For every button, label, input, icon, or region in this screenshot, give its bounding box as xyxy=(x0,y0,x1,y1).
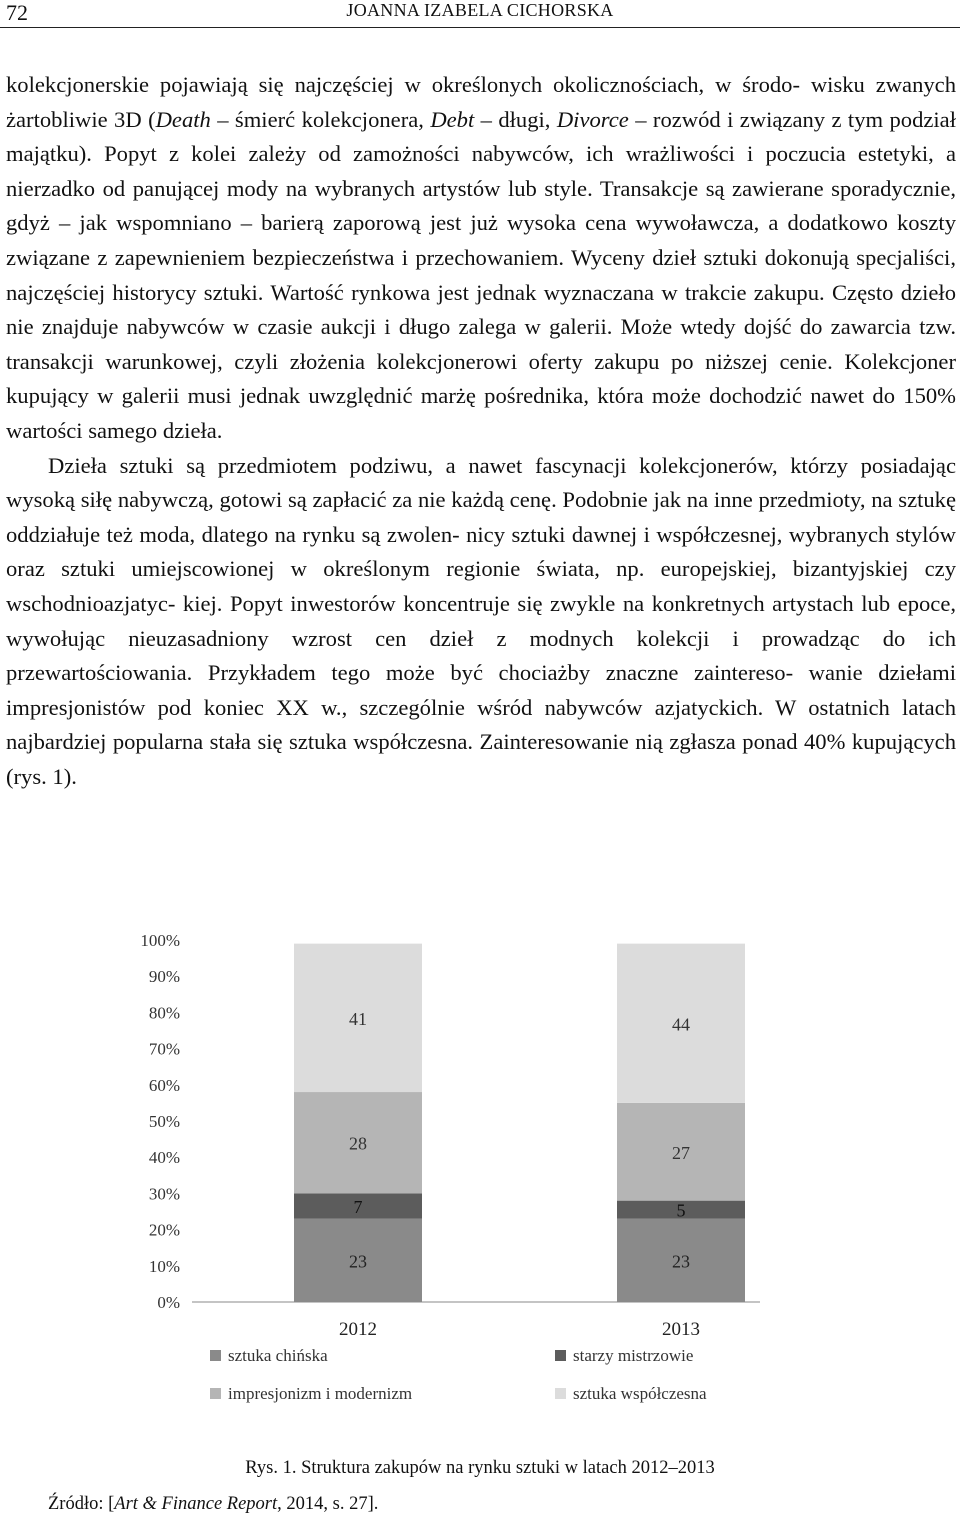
legend-swatch xyxy=(555,1350,566,1361)
data-label: 5 xyxy=(676,1200,686,1221)
figure-chart xyxy=(100,915,800,1415)
p1-text-1: kolekcjonerskie pojawiają się najczęściej w określonych okolicznościach, w środo- wisku zwanych żartobliwie 3D ( xyxy=(6,72,956,132)
y-tick-label: 80% xyxy=(148,1003,180,1023)
stacked-bar-chart xyxy=(100,915,800,1415)
source-title: Art & Finance Report xyxy=(114,1494,278,1514)
figure-source xyxy=(48,1494,378,1515)
y-tick-label: 90% xyxy=(148,967,180,987)
legend-label: starzy mistrzowie xyxy=(573,1346,694,1365)
y-tick-label: 50% xyxy=(148,1112,180,1131)
y-tick-label: 70% xyxy=(148,1039,180,1059)
y-tick-label: 100% xyxy=(140,931,180,950)
paragraph-1 xyxy=(6,68,956,449)
legend-swatch xyxy=(210,1388,221,1399)
data-label: 27 xyxy=(672,1142,690,1163)
y-tick-label: 60% xyxy=(148,1075,180,1095)
source-suffix: , 2014, s. 27]. xyxy=(277,1494,379,1514)
y-tick-label: 10% xyxy=(148,1256,180,1276)
body-text xyxy=(6,68,956,794)
legend-swatch xyxy=(555,1388,566,1399)
legend-label: sztuka chińska xyxy=(228,1346,328,1365)
x-tick-label: 2012 xyxy=(339,1319,377,1340)
term-divorce: Divorce xyxy=(556,106,629,132)
data-label: 44 xyxy=(672,1014,690,1035)
y-tick-label: 40% xyxy=(148,1148,180,1168)
page-number: 72 xyxy=(6,0,28,25)
term-death: Death xyxy=(155,106,211,132)
legend-label: impresjonizm i modernizm xyxy=(228,1384,413,1403)
y-tick-label: 20% xyxy=(148,1220,180,1240)
data-label: 23 xyxy=(672,1251,690,1272)
data-label: 7 xyxy=(353,1197,363,1218)
p1-text-2: – śmierć kolekcjonera, xyxy=(210,106,431,132)
running-head: JOANNA IZABELA CICHORSKA xyxy=(346,0,614,20)
x-tick-label: 2013 xyxy=(662,1319,700,1340)
paragraph-2: Dzieła sztuki są przedmiotem podziwu, a nawet fascynacji kolekcjonerów, którzy posiadając wysoką siłę nabywczą, gotowi są zapłacić za nie każdą cenę. Podobnie jak na inne przedmioty, na sztukę oddziałuje też moda, dlatego na rynku są zwolen- nicy sztuki dawnej i współczesnej, wybranych stylów oraz sztuki umiejscowionej w określonym regionie świata, np. europejskiej, bizantyjskiej czy wschodnioazjatyc- kiej. Popyt inwestorów koncentruje się zwykle na konkretnych artystach lub epoce, wywołując nieuzasadniony wzrost cen dzieł z modnych kolekcji i prowadząc do ich przewartościowania. Przykładem tego może być chociażby znaczne zaintereso- wanie dziełami impresjonistów pod koniec XX w., szczególnie wśród nabywców azjatyckich. W ostatnich latach najbardziej popularna stała się sztuka współczesna. Zainteresowanie nią zgłasza ponad 40% kupujących (rys. 1). xyxy=(6,452,956,789)
p1-text-4: – rozwód i związany z tym podział majątku). Popyt z kolei zależy od zamożności nabywców, ich wrażliwości i poczucia estetyki, a nierzadko od panującej mody na wybranych artystów lub style. Transakcje są zawierane sporadycznie, gdyż – jak wspomniano – barierą zaporową jest już wysoka cena wywoławcza, a dodatkowo koszty związane z zapewnieniem bezpieczeństwa i przechowaniem. Wyceny dzieł sztuki dokonują specjaliści, najczęściej historycy sztuki. Wartość rynkowa jest jednak wyznaczana w trakcie zakupu. Często dzieło nie znajduje nabywców w czasie aukcji i długo zalega w galerii. Może wtedy dojść do zawarcia tzw. transakcji warunkowej, czyli złożenia kolekcjonerowi oferty zakupu po niższej cenie. Kolekcjoner kupujący w galerii musi jednak uwzględnić marżę pośrednika, która może dochodzić nawet do 150% wartości samego dzieła. xyxy=(6,106,956,443)
legend-label: sztuka współczesna xyxy=(573,1384,707,1403)
page-header xyxy=(0,0,960,28)
y-tick-label: 30% xyxy=(148,1184,180,1204)
y-tick-label: 0% xyxy=(157,1293,180,1312)
p1-text-3: – długi, xyxy=(474,106,557,132)
legend-swatch xyxy=(210,1350,221,1361)
term-debt: Debt xyxy=(430,106,475,132)
data-label: 23 xyxy=(349,1251,367,1272)
data-label: 28 xyxy=(349,1133,367,1154)
source-prefix: Źródło: [ xyxy=(48,1494,115,1514)
header-rule xyxy=(0,27,960,28)
data-label: 41 xyxy=(349,1008,367,1029)
figure-caption: Rys. 1. Struktura zakupów na rynku sztuki w latach 2012–2013 xyxy=(245,1458,715,1478)
